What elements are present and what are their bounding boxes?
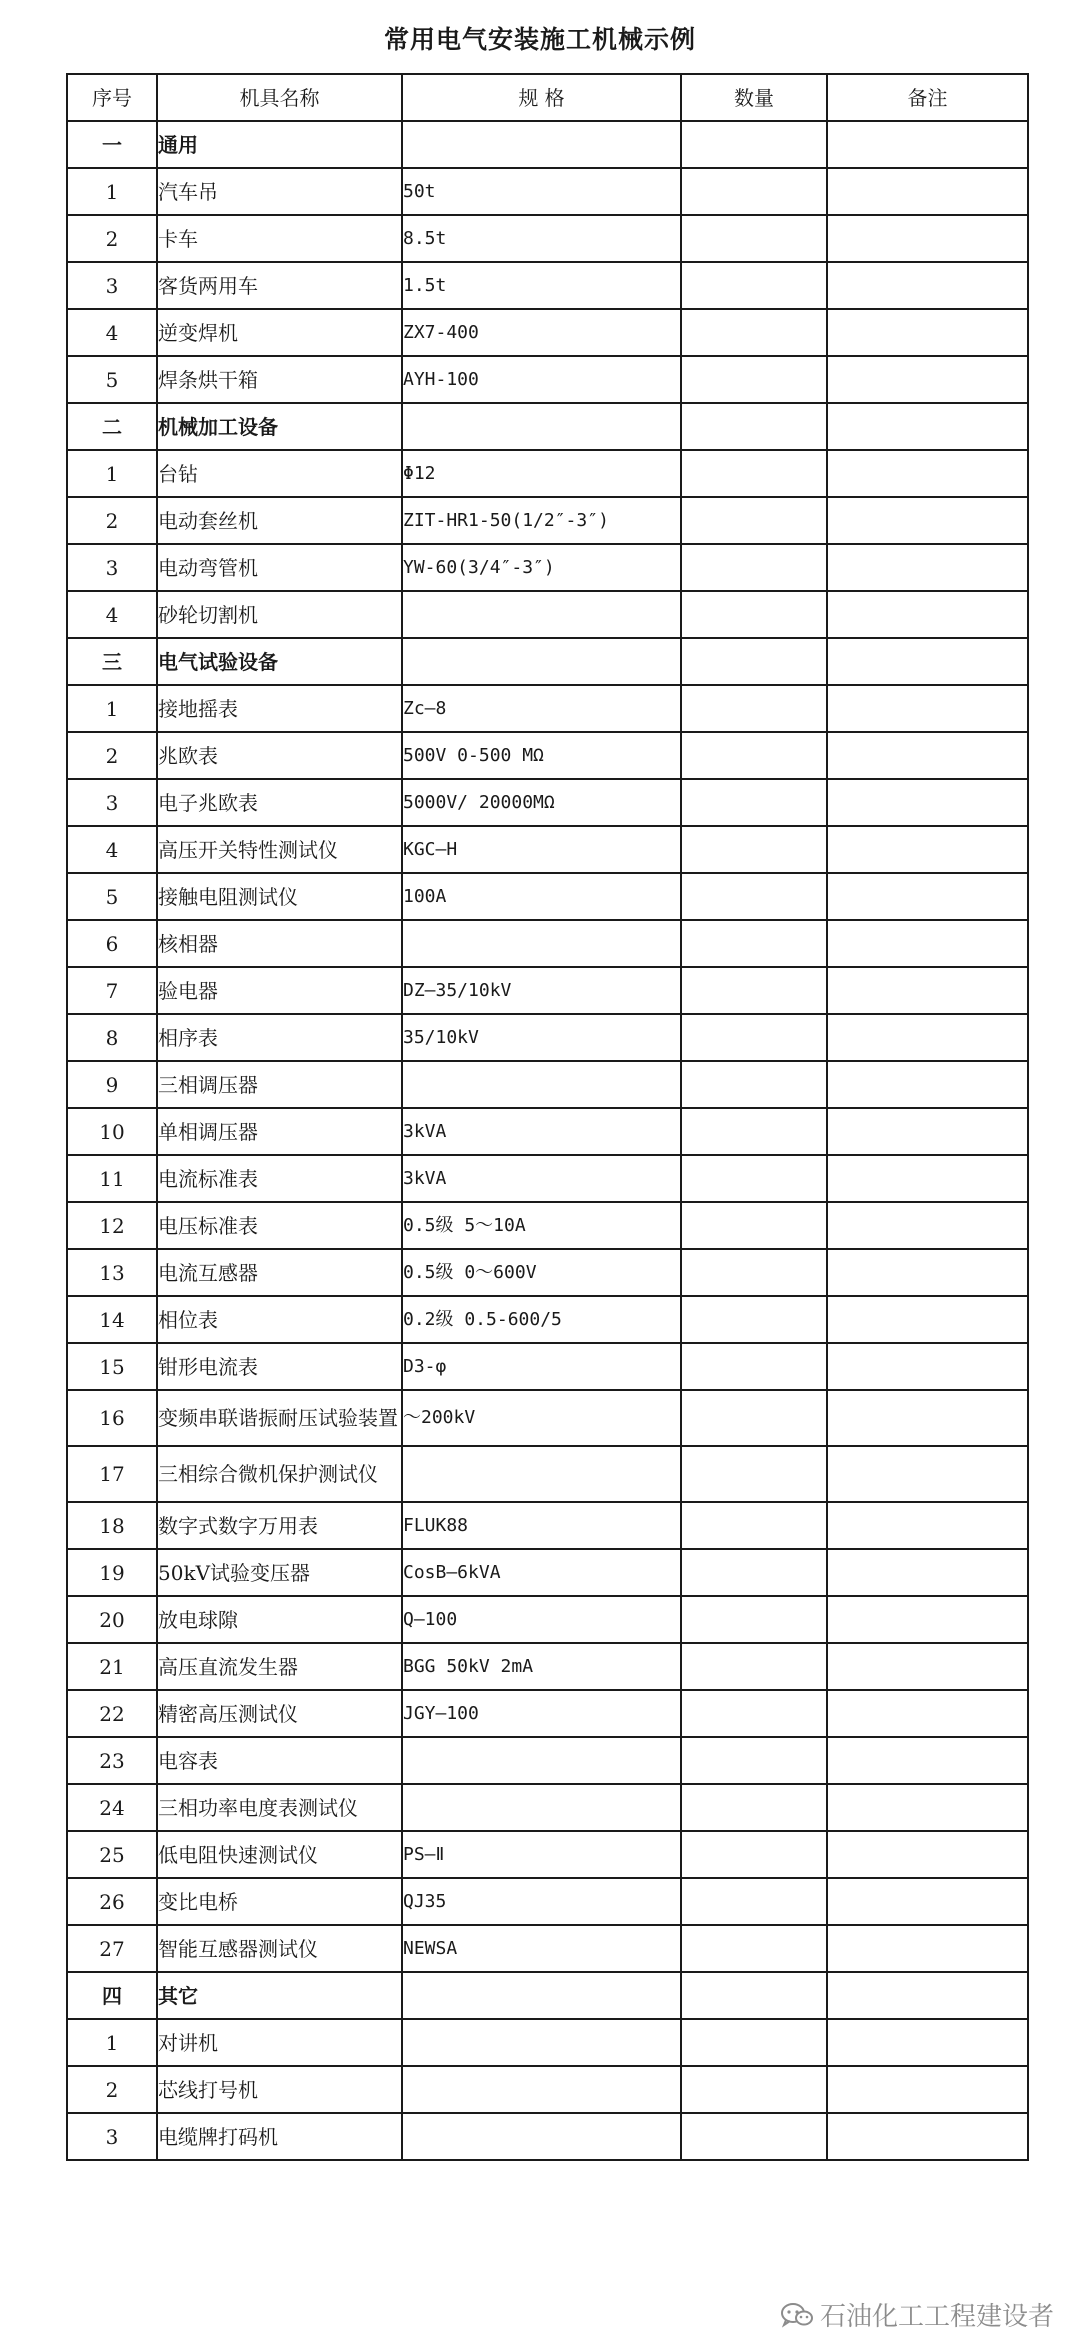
- cell-name: 高压开关特性测试仪: [157, 826, 402, 873]
- cell-name: 电气试验设备: [157, 638, 402, 685]
- cell-spec: BGG 50kV 2mA: [402, 1643, 681, 1690]
- cell-no: 17: [67, 1446, 157, 1502]
- cell-qty: [681, 1390, 827, 1446]
- cell-note: [827, 826, 1028, 873]
- cell-note: [827, 403, 1028, 450]
- cell-name: 兆欧表: [157, 732, 402, 779]
- cell-no: 14: [67, 1296, 157, 1343]
- cell-note: [827, 168, 1028, 215]
- table-row: [67, 309, 1028, 356]
- header-spec: 规 格: [402, 74, 681, 121]
- cell-no: 18: [67, 1502, 157, 1549]
- cell-spec: [402, 121, 681, 168]
- cell-name: 放电球隙: [157, 1596, 402, 1643]
- cell-note: [827, 1596, 1028, 1643]
- cell-no: 4: [67, 826, 157, 873]
- cell-no: 8: [67, 1014, 157, 1061]
- table-row: [67, 356, 1028, 403]
- cell-qty: [681, 215, 827, 262]
- cell-note: [827, 1390, 1028, 1446]
- cell-name: 接地摇表: [157, 685, 402, 732]
- table-row: [67, 1925, 1028, 1972]
- cell-name: 电动弯管机: [157, 544, 402, 591]
- cell-no: 2: [67, 732, 157, 779]
- table-row: [67, 215, 1028, 262]
- cell-qty: [681, 1155, 827, 1202]
- cell-spec: 0.5级 5～10A: [402, 1202, 681, 1249]
- cell-name: 电流标准表: [157, 1155, 402, 1202]
- cell-name: 逆变焊机: [157, 309, 402, 356]
- cell-spec: ZX7-400: [402, 309, 681, 356]
- cell-name: 三相综合微机保护测试仪: [157, 1446, 402, 1502]
- table-row: [67, 262, 1028, 309]
- cell-note: [827, 1972, 1028, 2019]
- cell-no: 2: [67, 2066, 157, 2113]
- cell-qty: [681, 1343, 827, 1390]
- cell-note: [827, 1549, 1028, 1596]
- cell-no: 13: [67, 1249, 157, 1296]
- watermark: [780, 2296, 1054, 2333]
- table-header-row: [67, 74, 1028, 121]
- table-row: [67, 1155, 1028, 1202]
- cell-no: 1: [67, 685, 157, 732]
- cell-spec: ～200kV: [402, 1390, 681, 1446]
- cell-no: 4: [67, 309, 157, 356]
- cell-name: 50kV试验变压器: [157, 1549, 402, 1596]
- cell-note: [827, 1502, 1028, 1549]
- cell-spec: [402, 1061, 681, 1108]
- cell-qty: [681, 1549, 827, 1596]
- cell-qty: [681, 544, 827, 591]
- cell-spec: 5000V/ 20000MΩ: [402, 779, 681, 826]
- cell-qty: [681, 1014, 827, 1061]
- cell-note: [827, 1249, 1028, 1296]
- table-row: [67, 873, 1028, 920]
- cell-name: 数字式数字万用表: [157, 1502, 402, 1549]
- cell-name: 精密高压测试仪: [157, 1690, 402, 1737]
- cell-note: [827, 1643, 1028, 1690]
- cell-spec: CosB—6kVA: [402, 1549, 681, 1596]
- table-body: [67, 121, 1028, 2160]
- cell-no: 10: [67, 1108, 157, 1155]
- cell-name: 相位表: [157, 1296, 402, 1343]
- cell-name: 电子兆欧表: [157, 779, 402, 826]
- section-row: [67, 121, 1028, 168]
- cell-note: [827, 1343, 1028, 1390]
- cell-note: [827, 309, 1028, 356]
- table-row: [67, 1502, 1028, 1549]
- cell-note: [827, 967, 1028, 1014]
- cell-name: 电缆牌打码机: [157, 2113, 402, 2160]
- cell-no: 27: [67, 1925, 157, 1972]
- cell-note: [827, 1014, 1028, 1061]
- cell-qty: [681, 1108, 827, 1155]
- table-row: [67, 1296, 1028, 1343]
- cell-no: 一: [67, 121, 157, 168]
- cell-note: [827, 638, 1028, 685]
- cell-note: [827, 450, 1028, 497]
- cell-note: [827, 262, 1028, 309]
- cell-spec: 500V 0-500 MΩ: [402, 732, 681, 779]
- equipment-table: [66, 73, 1029, 2161]
- table-row: [67, 826, 1028, 873]
- table-row: [67, 1690, 1028, 1737]
- cell-no: 19: [67, 1549, 157, 1596]
- cell-no: 21: [67, 1643, 157, 1690]
- cell-name: 高压直流发生器: [157, 1643, 402, 1690]
- cell-spec: D3-φ: [402, 1343, 681, 1390]
- table-row: [67, 779, 1028, 826]
- cell-spec: [402, 1446, 681, 1502]
- cell-spec: QJ35: [402, 1878, 681, 1925]
- cell-no: 四: [67, 1972, 157, 2019]
- cell-qty: [681, 2066, 827, 2113]
- cell-no: 2: [67, 215, 157, 262]
- cell-spec: [402, 1737, 681, 1784]
- cell-qty: [681, 591, 827, 638]
- cell-no: 5: [67, 356, 157, 403]
- cell-name: 其它: [157, 1972, 402, 2019]
- cell-name: 三相功率电度表测试仪: [157, 1784, 402, 1831]
- cell-name: 接触电阻测试仪: [157, 873, 402, 920]
- cell-qty: [681, 1737, 827, 1784]
- table-row: [67, 1643, 1028, 1690]
- cell-spec: 0.2级 0.5-600/5: [402, 1296, 681, 1343]
- cell-spec: 1.5t: [402, 262, 681, 309]
- cell-spec: [402, 2066, 681, 2113]
- cell-name: 智能互感器测试仪: [157, 1925, 402, 1972]
- cell-qty: [681, 356, 827, 403]
- cell-note: [827, 1296, 1028, 1343]
- table-row: [67, 2066, 1028, 2113]
- table-row: [67, 1390, 1028, 1446]
- cell-no: 3: [67, 779, 157, 826]
- cell-no: 6: [67, 920, 157, 967]
- cell-spec: 8.5t: [402, 215, 681, 262]
- cell-spec: 3kVA: [402, 1108, 681, 1155]
- cell-qty: [681, 1878, 827, 1925]
- cell-name: 低电阻快速测试仪: [157, 1831, 402, 1878]
- cell-qty: [681, 309, 827, 356]
- table-row: [67, 168, 1028, 215]
- cell-spec: Q—100: [402, 1596, 681, 1643]
- cell-no: 5: [67, 873, 157, 920]
- cell-no: 3: [67, 2113, 157, 2160]
- cell-qty: [681, 685, 827, 732]
- cell-name: 客货两用车: [157, 262, 402, 309]
- cell-name: 电容表: [157, 1737, 402, 1784]
- cell-no: 25: [67, 1831, 157, 1878]
- cell-note: [827, 685, 1028, 732]
- cell-name: 电压标准表: [157, 1202, 402, 1249]
- cell-name: 机械加工设备: [157, 403, 402, 450]
- cell-note: [827, 591, 1028, 638]
- cell-note: [827, 544, 1028, 591]
- cell-qty: [681, 967, 827, 1014]
- cell-note: [827, 2113, 1028, 2160]
- cell-qty: [681, 450, 827, 497]
- cell-spec: NEWSA: [402, 1925, 681, 1972]
- cell-no: 2: [67, 497, 157, 544]
- cell-note: [827, 356, 1028, 403]
- cell-no: 1: [67, 168, 157, 215]
- cell-spec: 100A: [402, 873, 681, 920]
- cell-note: [827, 1784, 1028, 1831]
- table-row: [67, 2019, 1028, 2066]
- cell-qty: [681, 826, 827, 873]
- table-row: [67, 732, 1028, 779]
- cell-qty: [681, 1061, 827, 1108]
- cell-no: 20: [67, 1596, 157, 1643]
- cell-spec: PS—Ⅱ: [402, 1831, 681, 1878]
- cell-name: 变比电桥: [157, 1878, 402, 1925]
- table-row: [67, 967, 1028, 1014]
- cell-no: 三: [67, 638, 157, 685]
- cell-no: 3: [67, 262, 157, 309]
- cell-name: 砂轮切割机: [157, 591, 402, 638]
- cell-note: [827, 215, 1028, 262]
- cell-qty: [681, 1202, 827, 1249]
- table-row: [67, 1108, 1028, 1155]
- cell-qty: [681, 1249, 827, 1296]
- cell-name: 验电器: [157, 967, 402, 1014]
- cell-name: 卡车: [157, 215, 402, 262]
- cell-spec: AYH-100: [402, 356, 681, 403]
- cell-name: 核相器: [157, 920, 402, 967]
- cell-note: [827, 732, 1028, 779]
- cell-qty: [681, 1784, 827, 1831]
- table-row: [67, 2113, 1028, 2160]
- cell-qty: [681, 403, 827, 450]
- cell-name: 相序表: [157, 1014, 402, 1061]
- cell-name: 台钻: [157, 450, 402, 497]
- cell-spec: [402, 2019, 681, 2066]
- cell-qty: [681, 262, 827, 309]
- table-row: [67, 1596, 1028, 1643]
- cell-no: 1: [67, 2019, 157, 2066]
- cell-note: [827, 1202, 1028, 1249]
- cell-spec: 0.5级 0～600V: [402, 1249, 681, 1296]
- table-row: [67, 497, 1028, 544]
- table-row: [67, 1202, 1028, 1249]
- cell-no: 二: [67, 403, 157, 450]
- cell-name: 焊条烘干箱: [157, 356, 402, 403]
- cell-name: 通用: [157, 121, 402, 168]
- header-qty: 数量: [681, 74, 827, 121]
- section-row: [67, 1972, 1028, 2019]
- cell-spec: [402, 2113, 681, 2160]
- cell-no: 9: [67, 1061, 157, 1108]
- cell-name: 三相调压器: [157, 1061, 402, 1108]
- cell-no: 12: [67, 1202, 157, 1249]
- table-row: [67, 591, 1028, 638]
- cell-no: 23: [67, 1737, 157, 1784]
- cell-qty: [681, 1690, 827, 1737]
- cell-spec: [402, 1784, 681, 1831]
- cell-qty: [681, 873, 827, 920]
- cell-spec: KGC—H: [402, 826, 681, 873]
- cell-note: [827, 1831, 1028, 1878]
- cell-name: 汽车吊: [157, 168, 402, 215]
- cell-no: 7: [67, 967, 157, 1014]
- cell-spec: Φ12: [402, 450, 681, 497]
- cell-spec: YW-60(3/4″-3″): [402, 544, 681, 591]
- table-row: [67, 1446, 1028, 1502]
- cell-spec: 3kVA: [402, 1155, 681, 1202]
- cell-spec: Zc—8: [402, 685, 681, 732]
- cell-note: [827, 1925, 1028, 1972]
- cell-qty: [681, 497, 827, 544]
- section-row: [67, 638, 1028, 685]
- cell-qty: [681, 638, 827, 685]
- cell-qty: [681, 1446, 827, 1502]
- page-title: 常用电气安装施工机械示例: [383, 25, 696, 54]
- cell-note: [827, 497, 1028, 544]
- header-note: 备注: [827, 74, 1028, 121]
- cell-no: 26: [67, 1878, 157, 1925]
- cell-no: 1: [67, 450, 157, 497]
- cell-no: 15: [67, 1343, 157, 1390]
- cell-note: [827, 121, 1028, 168]
- cell-name: 电动套丝机: [157, 497, 402, 544]
- cell-no: 4: [67, 591, 157, 638]
- table-row: [67, 1549, 1028, 1596]
- cell-spec: [402, 591, 681, 638]
- cell-spec: ZIT-HR1-50(1/2″-3″): [402, 497, 681, 544]
- table-row: [67, 1249, 1028, 1296]
- table-row: [67, 1343, 1028, 1390]
- cell-spec: 35/10kV: [402, 1014, 681, 1061]
- cell-qty: [681, 168, 827, 215]
- cell-qty: [681, 920, 827, 967]
- cell-no: 11: [67, 1155, 157, 1202]
- cell-qty: [681, 1972, 827, 2019]
- cell-qty: [681, 779, 827, 826]
- cell-qty: [681, 121, 827, 168]
- table-row: [67, 685, 1028, 732]
- cell-qty: [681, 1502, 827, 1549]
- header-no: 序号: [67, 74, 157, 121]
- table-row: [67, 450, 1028, 497]
- table-row: [67, 1784, 1028, 1831]
- cell-note: [827, 779, 1028, 826]
- cell-name: 对讲机: [157, 2019, 402, 2066]
- header-name: 机具名称: [157, 74, 402, 121]
- cell-spec: 50t: [402, 168, 681, 215]
- cell-note: [827, 1061, 1028, 1108]
- cell-qty: [681, 1831, 827, 1878]
- cell-note: [827, 1878, 1028, 1925]
- cell-qty: [681, 2019, 827, 2066]
- cell-qty: [681, 2113, 827, 2160]
- cell-qty: [681, 1596, 827, 1643]
- cell-qty: [681, 1643, 827, 1690]
- cell-spec: [402, 1972, 681, 2019]
- cell-spec: JGY—100: [402, 1690, 681, 1737]
- table-row: [67, 1061, 1028, 1108]
- cell-spec: [402, 920, 681, 967]
- cell-qty: [681, 1296, 827, 1343]
- cell-name: 芯线打号机: [157, 2066, 402, 2113]
- cell-note: [827, 1737, 1028, 1784]
- cell-note: [827, 1108, 1028, 1155]
- cell-note: [827, 2066, 1028, 2113]
- cell-spec: FLUK88: [402, 1502, 681, 1549]
- cell-note: [827, 1155, 1028, 1202]
- table-row: [67, 1878, 1028, 1925]
- table-row: [67, 920, 1028, 967]
- cell-no: 16: [67, 1390, 157, 1446]
- cell-spec: [402, 403, 681, 450]
- cell-no: 24: [67, 1784, 157, 1831]
- wechat-icon: [780, 2302, 814, 2328]
- cell-spec: [402, 638, 681, 685]
- cell-note: [827, 2019, 1028, 2066]
- cell-qty: [681, 732, 827, 779]
- cell-name: 变频串联谐振耐压试验装置: [157, 1390, 402, 1446]
- table-row: [67, 1831, 1028, 1878]
- table-row: [67, 544, 1028, 591]
- cell-note: [827, 920, 1028, 967]
- cell-note: [827, 1446, 1028, 1502]
- section-row: [67, 403, 1028, 450]
- table-row: [67, 1014, 1028, 1061]
- cell-name: 电流互感器: [157, 1249, 402, 1296]
- cell-no: 3: [67, 544, 157, 591]
- table-row: [67, 1737, 1028, 1784]
- cell-no: 22: [67, 1690, 157, 1737]
- cell-spec: DZ—35/10kV: [402, 967, 681, 1014]
- cell-note: [827, 873, 1028, 920]
- cell-note: [827, 1690, 1028, 1737]
- watermark-text: 石油化工工程建设者: [819, 2302, 1054, 2332]
- cell-name: 钳形电流表: [157, 1343, 402, 1390]
- cell-qty: [681, 1925, 827, 1972]
- cell-name: 单相调压器: [157, 1108, 402, 1155]
